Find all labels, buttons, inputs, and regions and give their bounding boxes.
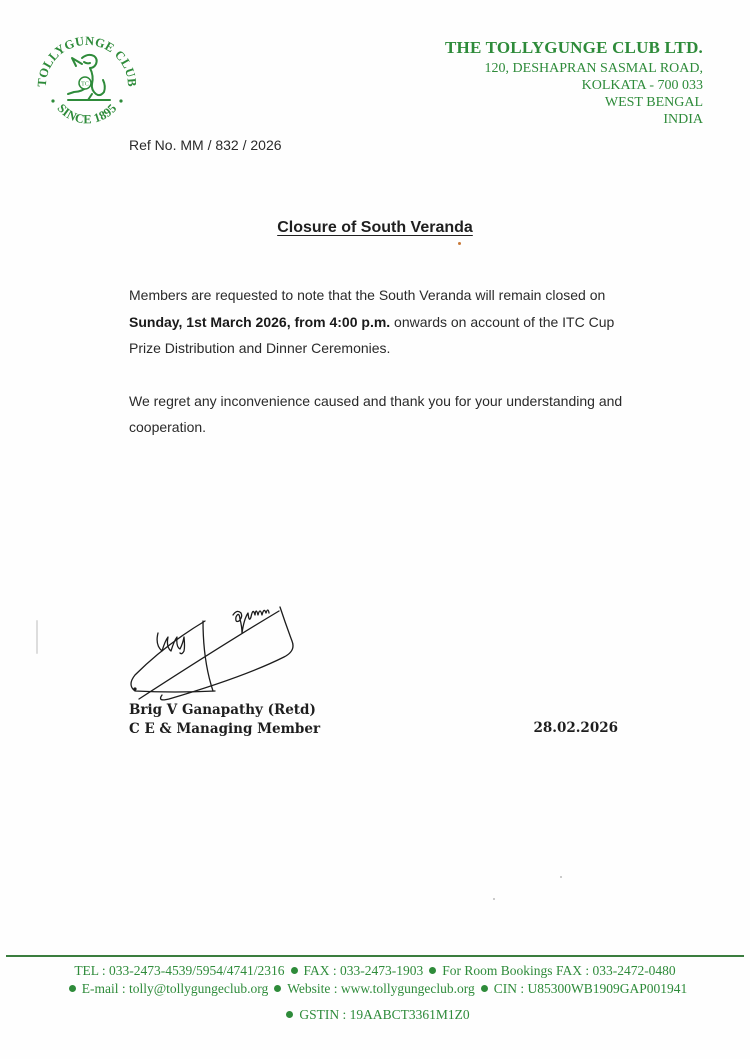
address-line: INDIA (663, 112, 703, 127)
svg-text:SINCE 1895 (55, 101, 120, 126)
bullet-icon (481, 985, 488, 992)
footer-line-2 (0, 980, 750, 998)
bullet-icon (274, 985, 281, 992)
footer-cin: CIN : U85300WB1909GAP001941 (493, 981, 688, 996)
footer-website: Website : www.tollygungeclub.org (287, 981, 475, 996)
bullet-icon (291, 967, 298, 974)
seal-bottom-text: SINCE 1895 (54, 101, 120, 127)
body-text: Members are requested to note that the South Veranda will remain closed on (129, 287, 606, 303)
letter-date: 28.02.2026 (533, 720, 618, 736)
signatory-designation: C E & Managing Member (129, 721, 321, 737)
bullet-icon (286, 1011, 293, 1018)
scan-speck (560, 876, 562, 878)
body-text: onwards on account of the ITC Cup Prize Distribution and Dinner Ceremonies. (129, 313, 615, 356)
address-line: KOLKATA - 700 033 (581, 78, 703, 93)
scan-speck (458, 242, 461, 245)
footer-gstin: GSTIN : 19AABCT3361M1Z0 (299, 1007, 470, 1022)
footer-email: E-mail : tolly@tollygungeclub.org (81, 981, 269, 996)
scan-mark (36, 620, 38, 654)
footer-room-fax: For Room Bookings FAX : 033-2472-0480 (442, 963, 676, 978)
notice-title: Closure of South Veranda (277, 219, 473, 236)
seal-top-text: TOLLYGUNGE CLUB (34, 33, 140, 88)
body-paragraph-2: We regret any inconvenience caused and thank you for your understanding and cooperation. (129, 392, 623, 435)
footer-line-3 (0, 1006, 750, 1024)
address-line: WEST BENGAL (604, 95, 703, 110)
lion-emblem-icon (68, 55, 110, 100)
bullet-icon (429, 967, 436, 974)
club-name: THE TOLLYGUNGE CLUB LTD. (444, 38, 703, 57)
letterhead-footer (0, 962, 750, 1024)
letterhead (445, 38, 703, 128)
signatory-block (129, 701, 320, 739)
closure-datetime: Sunday, 1st March 2026, from 4:00 p.m. (129, 313, 391, 330)
notice-body (129, 282, 639, 467)
address-line: 120, DESHAPRAN SASMAL ROAD, (484, 61, 703, 76)
signatory-name: Brig V Ganapathy (Retd) (129, 702, 316, 718)
footer-divider (6, 955, 744, 957)
reference-number: Ref No. MM / 832 / 2026 (129, 137, 282, 153)
handwritten-signature (125, 593, 300, 703)
footer-line-1 (0, 962, 750, 980)
seal-shield-text: TC (81, 81, 89, 88)
bullet-icon (69, 985, 76, 992)
footer-tel: TEL : 033-2473-4539/5954/4741/2316 (74, 963, 285, 978)
club-seal-logo (32, 28, 142, 138)
body-paragraph-1 (129, 282, 639, 362)
scan-speck (493, 898, 495, 900)
footer-fax: FAX : 033-2473-1903 (303, 963, 424, 978)
